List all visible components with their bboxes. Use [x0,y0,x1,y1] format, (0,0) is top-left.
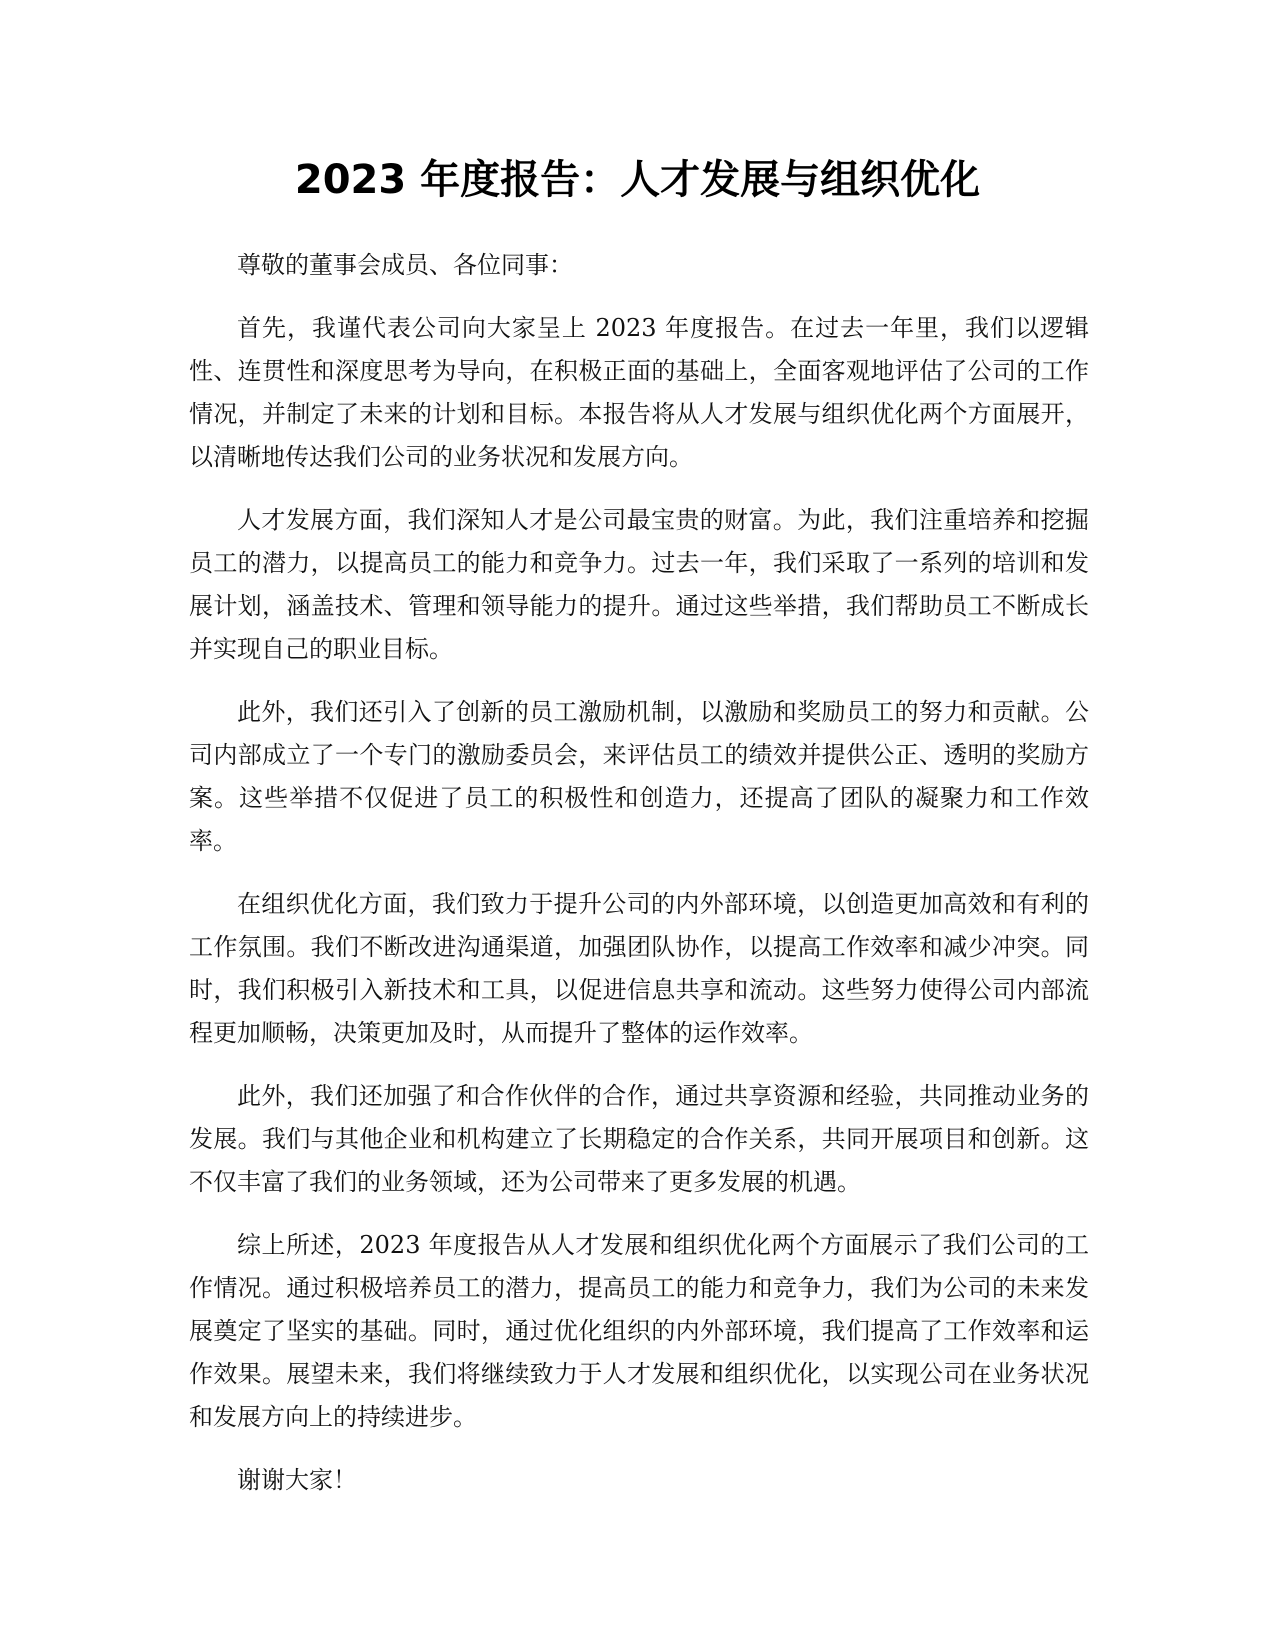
incentive-paragraph: 此外，我们还引入了创新的员工激励机制，以激励和奖励员工的努力和贡献。公司内部成立了一个专门的激励委员会，来评估员工的绩效并提供公正、透明的奖励方案。这些举措不仅促进了员工的积极性和创造力，还提高了团队的凝聚力和工作效率。 [189,698,1089,855]
talent-development-paragraph: 人才发展方面，我们深知人才是公司最宝贵的财富。为此，我们注重培养和挖掘员工的潜力，以提高员工的能力和竞争力。过去一年，我们采取了一系列的培训和发展计划，涵盖技术、管理和领导能力的提升。通过这些举措，我们帮助员工不断成长并实现自己的职业目标。 [189,506,1089,663]
summary-paragraph: 综上所述，2023 年度报告从人才发展和组织优化两个方面展示了我们公司的工作情况。通过积极培养员工的潜力，提高员工的能力和竞争力，我们为公司的未来发展奠定了坚实的基础。同时，通过优化组织的内外部环境，我们提高了工作效率和运作效果。展望未来，我们将继续致力于人才发展和组织优化，以实现公司在业务状况和发展方向上的持续进步。 [189,1231,1089,1431]
salutation-paragraph: 尊敬的董事会成员、各位同事： [237,251,573,279]
partnership-paragraph: 此外，我们还加强了和合作伙伴的合作，通过共享资源和经验，共同推动业务的发展。我们与其他企业和机构建立了长期稳定的合作关系，共同开展项目和创新。这不仅丰富了我们的业务领域，还为公司带来了更多发展的机遇。 [189,1082,1089,1196]
document-title: 2023 年度报告：人才发展与组织优化 [294,157,981,203]
intro-paragraph: 首先，我谨代表公司向大家呈上 2023 年度报告。在过去一年里，我们以逻辑性、连贯性和深度思考为导向，在积极正面的基础上，全面客观地评估了公司的工作情况，并制定了未来的计划和目标。本报告将从人才发展与组织优化两个方面展开，以清晰地传达我们公司的业务状况和发展方向。 [189,314,1089,471]
closing-paragraph: 谢谢大家！ [237,1466,357,1494]
organization-optimization-paragraph: 在组织优化方面，我们致力于提升公司的内外部环境，以创造更加高效和有利的工作氛围。我们不断改进沟通渠道，加强团队协作，以提高工作效率和减少冲突。同时，我们积极引入新技术和工具，以促进信息共享和流动。这些努力使得公司内部流程更加顺畅，决策更加及时，从而提升了整体的运作效率。 [189,890,1089,1047]
document-body [189,244,1089,1522]
